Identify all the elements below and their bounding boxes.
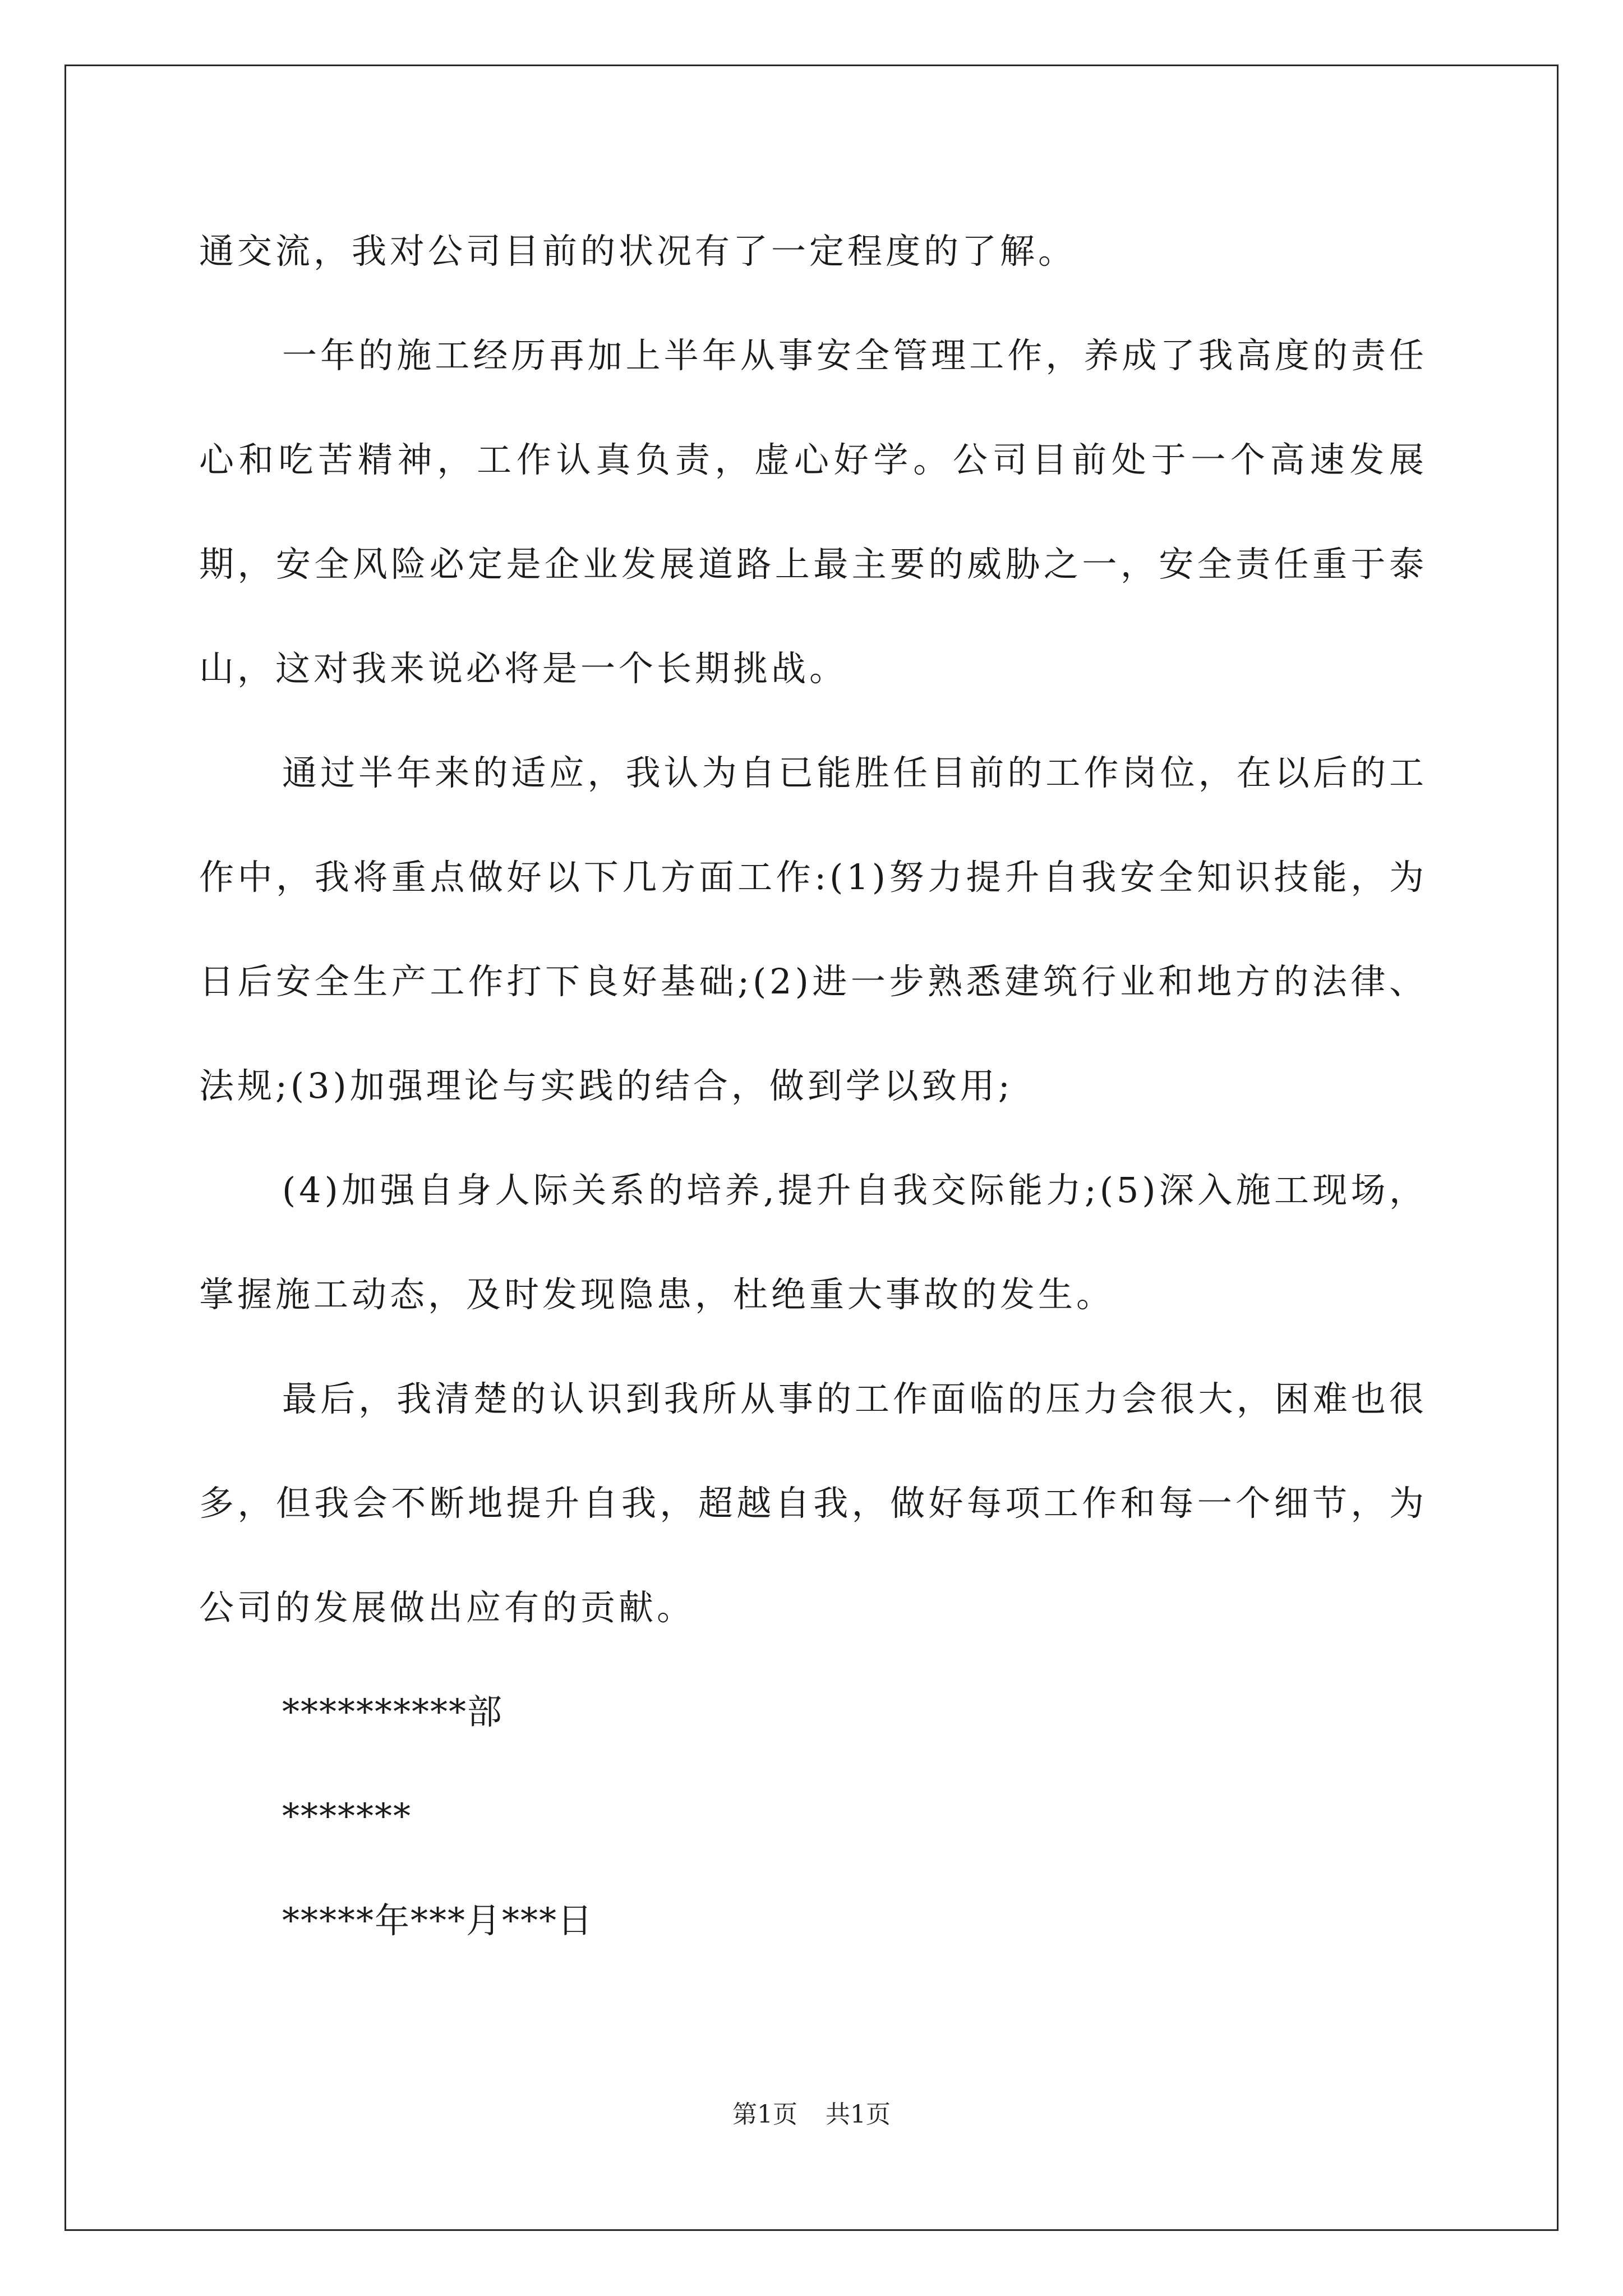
signature-date: *****年***月***日 — [282, 1900, 594, 1941]
paragraph-1: 通交流，我对公司目前的状况有了一定程度的了解。 — [199, 231, 1077, 272]
paragraph-5: 最后，我清楚的认识到我所从事的工作面临的压力会很大，困难也很多，但我会不断地提升自我，超越自我，做好每项工作和每一个细节，为公司的发展做出应有的贡献。 — [199, 1378, 1427, 1628]
signature-department: **********部 — [282, 1691, 504, 1732]
page-total: 共1页 — [826, 2100, 891, 2129]
paragraph-2: 一年的施工经历再加上半年从事安全管理工作，养成了我高度的责任心和吃苦精神，工作认真负责，虚心好学。公司目前处于一个高速发展期，安全风险必定是企业发展道路上最主要的威胁之一，安全责任重于泰山，这对我来说必将是一个长期挑战。 — [199, 335, 1427, 689]
signature-name: ******* — [282, 1796, 412, 1837]
paragraph-4: (4)加强自身人际关系的培养,提升自我交际能力;(5)深入施工现场，掌握施工动态，及时发现隐患，杜绝重大事故的发生。 — [199, 1170, 1427, 1315]
document-body — [199, 199, 1427, 1973]
page-footer — [0, 2098, 1623, 2132]
paragraph-3: 通过半年来的适应，我认为自已能胜任目前的工作岗位，在以后的工作中，我将重点做好以下几方面工作:(1)努力提升自我安全知识技能，为日后安全生产工作打下良好基础;(2)进一步熟悉建筑行业和地方的法律、法规;(3)加强理论与实践的结合，做到学以致用; — [199, 752, 1427, 1106]
page-number: 第1页 — [732, 2100, 797, 2129]
